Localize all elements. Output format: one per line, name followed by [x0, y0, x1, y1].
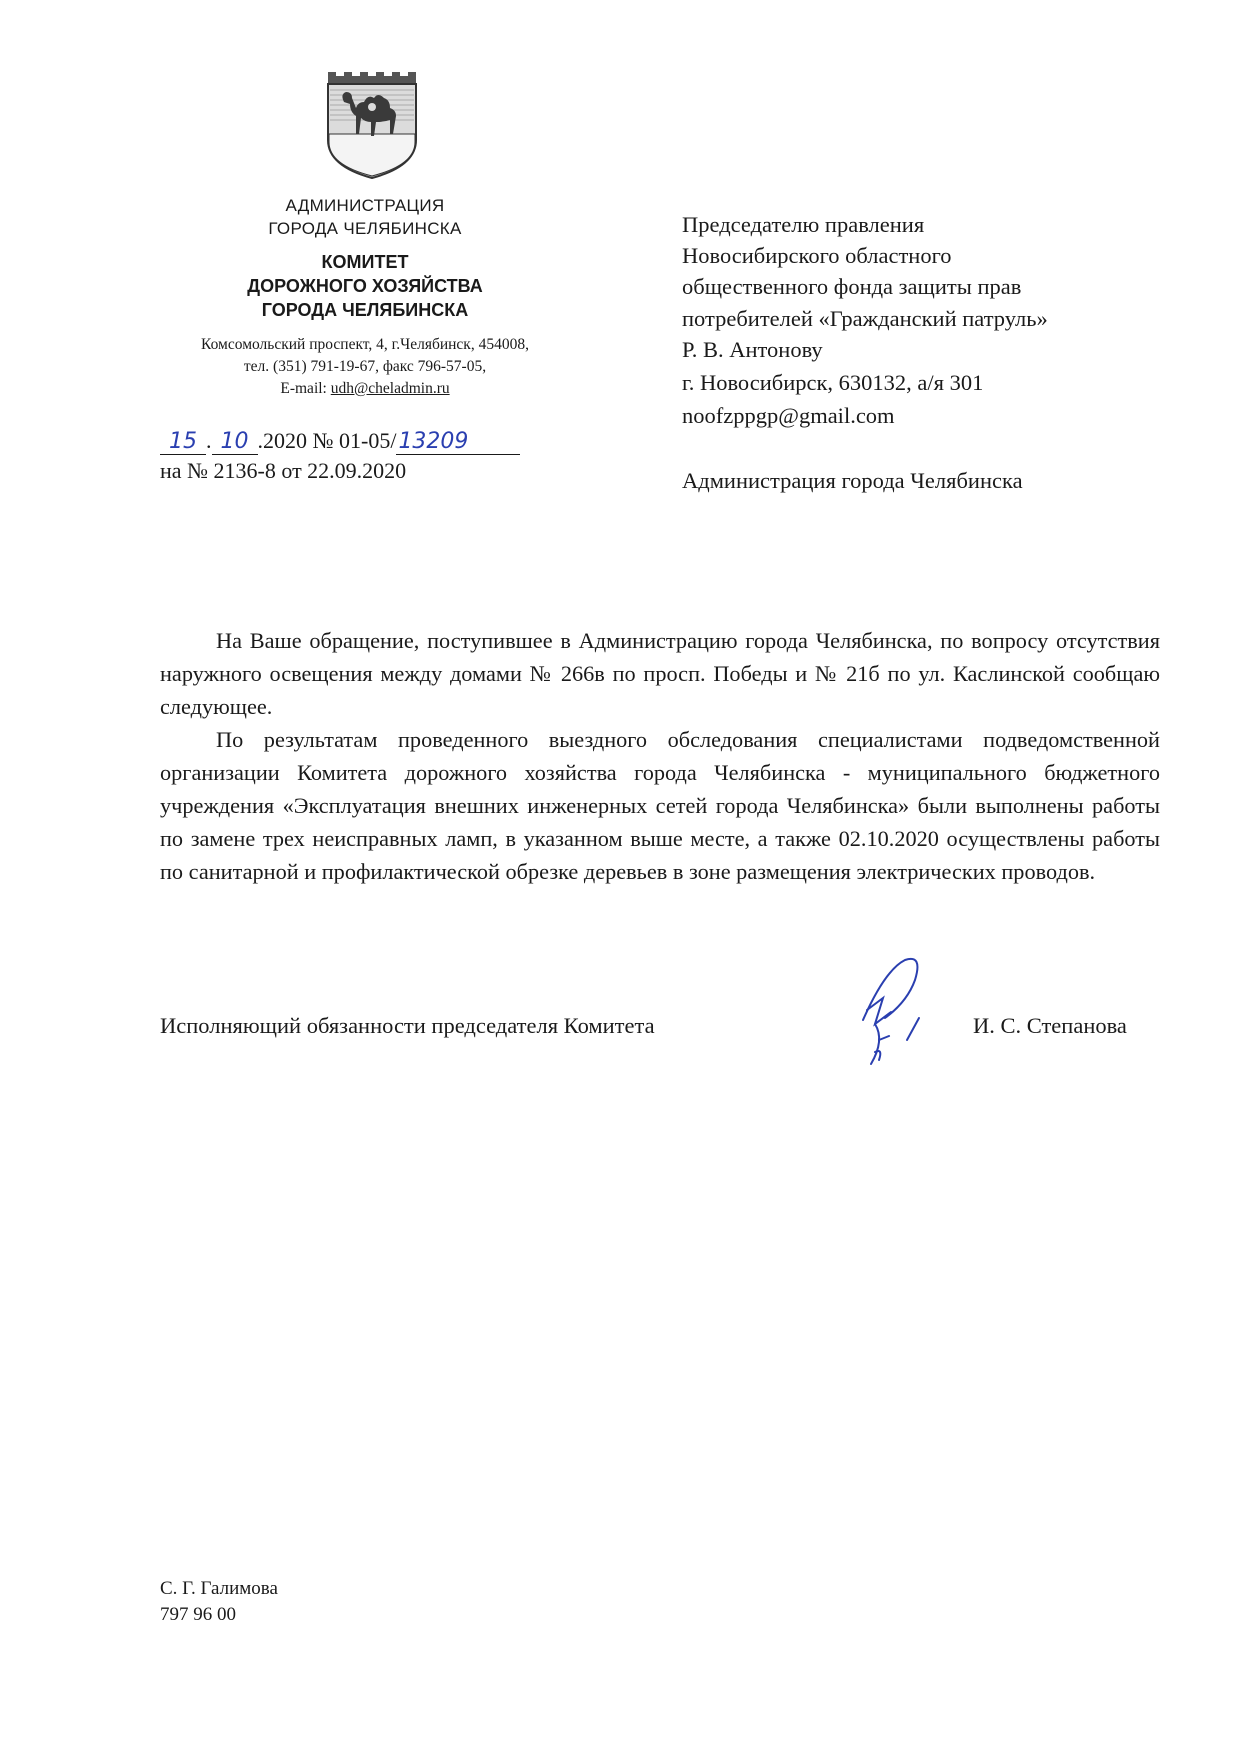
recipient-copy-to: Администрация города Челябинска	[682, 468, 1023, 493]
registration-month: 10	[220, 429, 249, 454]
sender-committee-city: ГОРОДА ЧЕЛЯБИНСКА	[261, 300, 469, 320]
recipient-address: г. Новосибирск, 630132, а/я 301	[682, 370, 984, 395]
coat-of-arms-icon	[322, 62, 422, 180]
sender-admin-city: ГОРОДА ЧЕЛЯБИНСКА	[268, 219, 462, 238]
signatory-name: И. С. Степанова	[973, 1013, 1127, 1038]
sender-admin-title: АДМИНИСТРАЦИЯ	[285, 196, 445, 215]
registration-separator: .	[206, 428, 212, 453]
signatory-title: Исполняющий обязанности председателя Комитета	[160, 1013, 655, 1038]
registration-month-field	[212, 429, 258, 455]
handwritten-signature	[845, 940, 965, 1085]
recipient-org-line1: Новосибирского областного	[682, 243, 952, 268]
registration-day-field	[160, 429, 206, 455]
executor-name: С. Г. Галимова	[160, 1578, 278, 1599]
sender-email-prefix: E-mail:	[280, 380, 331, 397]
sender-committee-title: КОМИТЕТ	[321, 252, 409, 272]
recipient-org-line3: потребителей «Гражданский патруль»	[682, 306, 1048, 331]
sender-email-line	[150, 380, 580, 398]
sender-address: Комсомольский проспект, 4, г.Челябинск, 454008,	[201, 336, 529, 353]
letter-body	[160, 624, 1160, 888]
sender-committee-subtitle: ДОРОЖНОГО ХОЗЯЙСТВА	[247, 276, 483, 296]
registration-day: 15	[169, 429, 197, 454]
registration-year-prefix: .2020 № 01-05/	[257, 428, 397, 453]
executor-phone: 797 96 00	[160, 1604, 236, 1625]
recipient-position: Председателю правления	[682, 212, 925, 237]
registration-line	[160, 428, 520, 455]
registration-number: 13209	[398, 429, 469, 454]
body-paragraph-2: По результатам проведенного выездного обследования специалистами подведомственной организации Комитета дорожного хозяйства города Челябинска - муниципального бюджетного учреждения «Эксплуатация внешних инженерных сетей города Челябинска» были выполнены работы по замене трех неисправных ламп, в указанном выше месте, а также 02.10.2020 осуществлены работы по санитарной и профилактической обрезке деревьев в зоне размещения электрических проводов.	[160, 727, 1160, 884]
recipient-org-line2: общественного фонда защиты прав	[682, 274, 1022, 299]
sender-email-link[interactable]: udh@cheladmin.ru	[330, 380, 450, 397]
registration-number-field	[396, 429, 520, 455]
recipient-name: Р. В. Антонову	[682, 337, 823, 362]
reference-line: на № 2136-8 от 22.09.2020	[160, 458, 407, 483]
body-paragraph-1: На Ваше обращение, поступившее в Администрацию города Челябинска, по вопросу отсутствия наружного освещения между домами № 266в по просп. Победы и № 21б по ул. Каслинской сообщаю следующее.	[160, 628, 1160, 719]
recipient-email: noofzppgp@gmail.com	[682, 403, 895, 428]
sender-phone-fax: тел. (351) 791-19-67, факс 796-57-05,	[243, 358, 487, 375]
